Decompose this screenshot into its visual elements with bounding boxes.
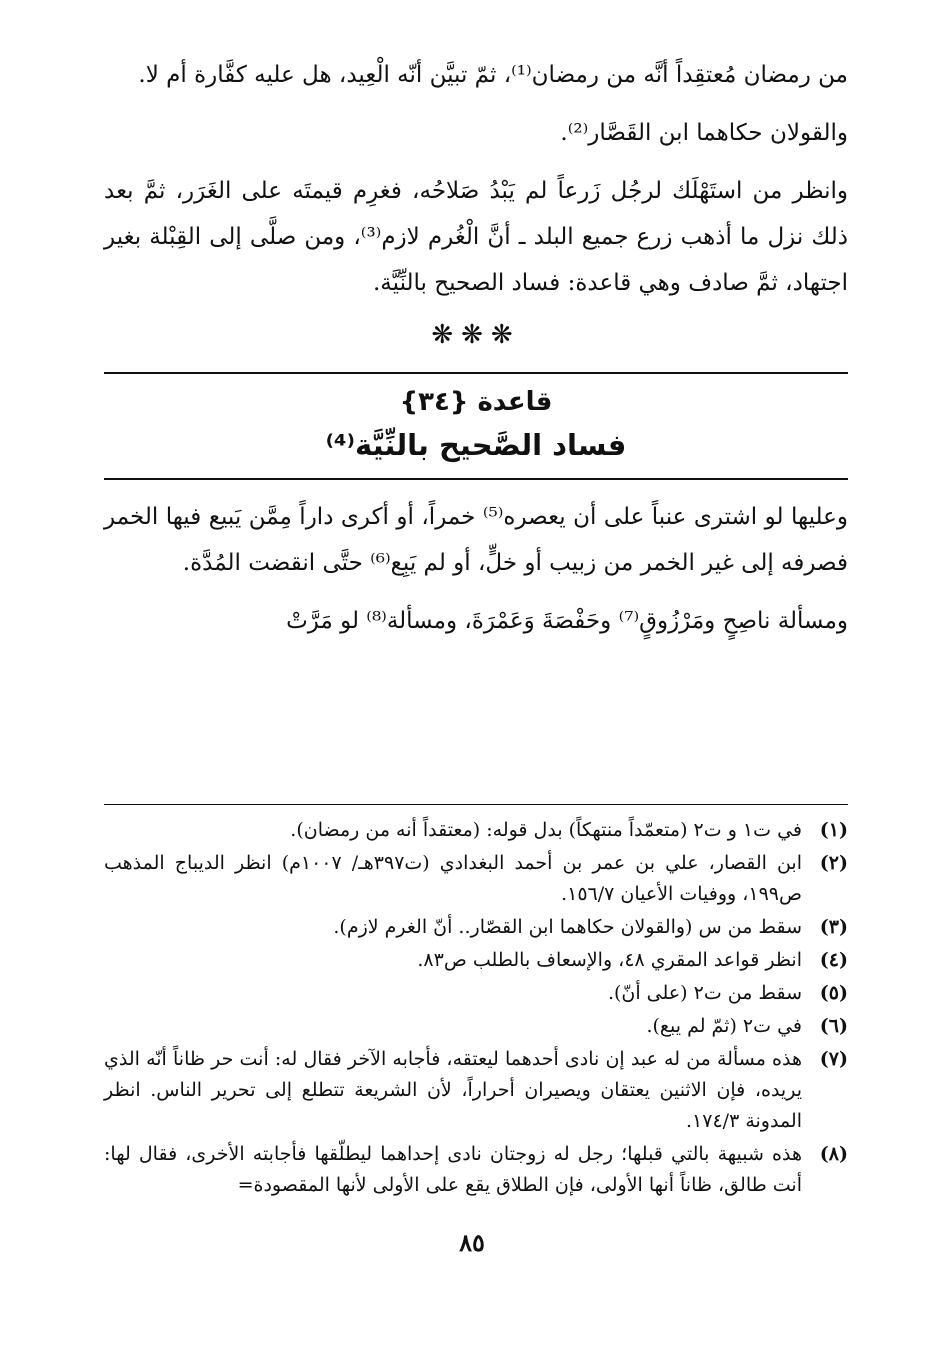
rule-title: قاعدة {٣٤} [399,387,553,417]
footnote-number: (٦) [819,1015,848,1037]
footnote-rule [104,804,848,805]
footnote-text: في ت١ و ت٢ (متعمّداً منتهكاً) بدل قوله: (معتقداً أنه من رمضان). [290,819,802,841]
footnote-2 [104,848,848,910]
footnote-6 [104,1011,848,1042]
footnote-number: (٥) [819,982,848,1004]
footnote-4 [104,945,848,976]
footnote-number: (٢) [819,852,848,874]
footnote-text: سقط من ت٢ (على أنّ). [607,982,802,1004]
paragraph-nasih: ومسألة ناصِحٍ ومَرْزُوقٍ⁽⁷⁾ وحَفْصَةَ وَعَمْرَةَ، ومسألة⁽⁸⁾ لو مَرَّتْ [286,608,848,634]
footnote-5 [104,978,848,1009]
footnote-text: هذه شبيهة بالتي قبلها؛ رجل له زوجتان نادى إحداهما ليطلّقها فأجابته الأخرى، فقال لها: أنت طالق، ظاناً أنها الأولى، فإن الطلاق يقع على الأولى لأنها المقصودة= [104,1143,802,1196]
paragraph-crop: وانظر من استَهْلَك لرجُل زَرعاً لم يَبْدُ صَلاحُه، فغرِم قيمتَه على الغَرَر، ثمَّ بعد ذلك نزل ما أذهب زرع جميع البلد ـ أنَّ الْغُرم لازم⁽³⁾، ومن صلَّى إلى القِبْلة بغير اجتهاد، ثمَّ صادف وهي قاعدة: فساد الصحيح بالنِّيَّة. [104,178,848,296]
paragraph-ramadan: من رمضان مُعتقِداً أنَّه من رمضان⁽¹⁾، ثمّ تبيَّن أنّه الْعِيد، هل عليه كفَّارة أم لا. [138,62,848,88]
footnote-number: (٧) [819,1048,848,1070]
footnote-1 [104,815,848,846]
footnote-text: ابن القصار، علي بن عمر بن أحمد البغدادي (ت٣٩٧هـ/ ١٠٠٧م) انظر الديباج المذهب ص١٩٩، ووفيات الأعيان ١٥٦/٧. [104,852,802,905]
paragraph-qassar: والقولان حكاهما ابن القَصَّار⁽²⁾. [560,120,848,146]
footnote-number: (١) [819,819,848,841]
footnote-8 [104,1139,848,1201]
footnote-text: انظر قواعد المقري ٤٨، والإسعاف بالطلب ص٨٣. [417,949,802,971]
footnotes [104,790,848,1203]
footnote-number: (٣) [819,916,848,938]
footnote-3 [104,912,848,943]
footnote-text: في ت٢ (ثمّ لم يبع). [646,1015,802,1037]
footnote-number: (٨) [819,1143,848,1165]
rule-subtitle: فساد الصَّحيح بالنِّيَّة⁽⁴⁾ [325,428,627,462]
footnote-text: هذه مسألة من له عبد إن نادى أحدهما ليعتقه، فأجابه الآخر فقال له: أنت حر ظاناً أنّه الذي يريده، فإن الاثنين يعتقان ويصيران أحراراً، لأن الشريعة تتطلع إلى تحرير الناس. انظر المدونة ١٧٤/٣. [104,1048,802,1132]
paragraph-grapes: وعليها لو اشترى عنباً على أن يعصره⁽⁵⁾ خمراً، أو أكرى داراً مِمَّن يَبيع فيها الخمر فصرفه إلى غير الخمر من زبيب أو خلٍّ، أو لم يَبِع⁽⁶⁾ حتَّى انقضت المُدَّة. [104,504,849,576]
rule-heading [104,374,848,478]
footnote-7 [104,1044,848,1137]
footnote-text: سقط من س (والقولان حكاهما ابن القصّار.. أنّ الغرم لازم). [333,916,802,938]
main-text [104,52,848,656]
footnote-number: (٤) [819,949,848,971]
section-divider-stars: ❋❋❋ [431,320,521,350]
page-number: ٨٥ [459,1228,485,1257]
